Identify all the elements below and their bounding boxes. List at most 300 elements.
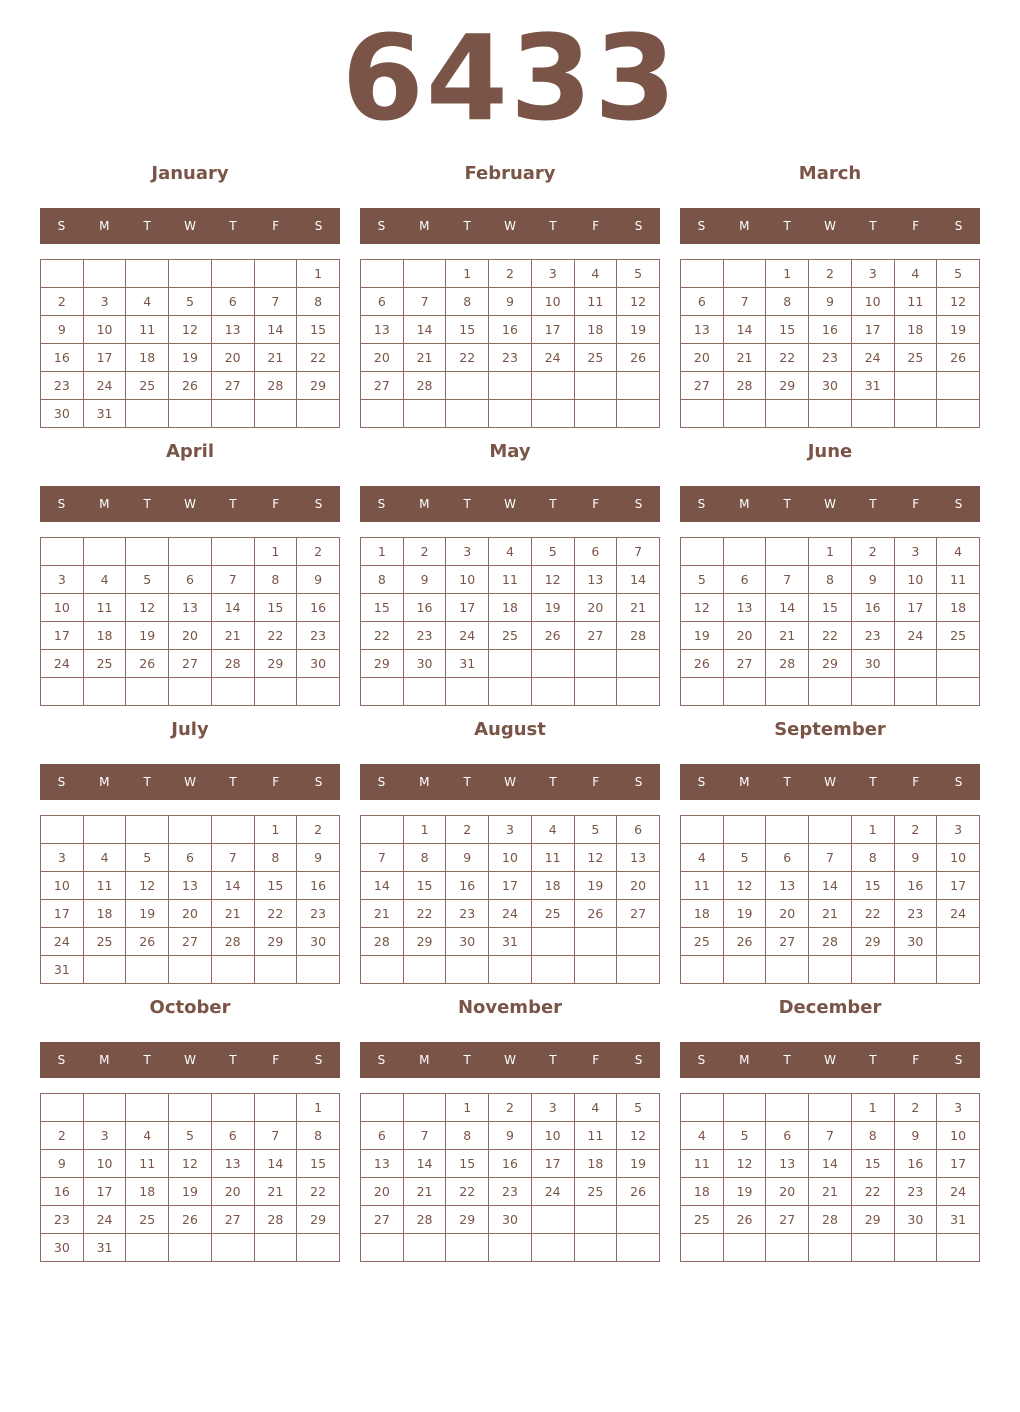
day-cell: 6 [361, 288, 404, 316]
day-cell [211, 1234, 254, 1262]
day-cell: 31 [83, 1234, 126, 1262]
day-cell: 2 [403, 538, 446, 566]
weekday-label: F [592, 1053, 600, 1067]
weekday-label: T [229, 497, 237, 511]
day-grid [40, 815, 340, 984]
day-cell: 21 [809, 1178, 852, 1206]
weekday-label: M [739, 775, 750, 789]
day-cell: 4 [489, 538, 532, 566]
day-cell: 7 [403, 288, 446, 316]
week-row [681, 900, 980, 928]
day-cell: 7 [211, 844, 254, 872]
day-cell: 21 [766, 622, 809, 650]
weekday-label: T [143, 219, 151, 233]
day-cell: 15 [297, 1150, 340, 1178]
day-cell: 6 [723, 566, 766, 594]
day-cell [211, 1094, 254, 1122]
day-cell: 18 [126, 344, 169, 372]
day-cell: 31 [83, 400, 126, 428]
day-cell: 29 [766, 372, 809, 400]
week-row [41, 956, 340, 984]
day-cell: 29 [851, 928, 894, 956]
weekday-label: S [57, 219, 66, 233]
day-cell [766, 1234, 809, 1262]
day-cell: 11 [574, 288, 617, 316]
week-row [681, 844, 980, 872]
week-row [681, 956, 980, 984]
week-row [41, 260, 340, 288]
weekday-label: W [824, 1053, 836, 1067]
day-cell [83, 538, 126, 566]
day-grid [360, 259, 660, 428]
weekday-header [360, 208, 660, 244]
day-cell [83, 260, 126, 288]
day-cell: 7 [361, 844, 404, 872]
day-cell: 22 [297, 1178, 340, 1206]
day-cell [211, 400, 254, 428]
week-row [41, 1206, 340, 1234]
day-cell: 13 [169, 594, 212, 622]
day-cell: 30 [41, 1234, 84, 1262]
weekday-label: S [697, 497, 706, 511]
weekday-label: M [739, 497, 750, 511]
day-cell: 9 [297, 844, 340, 872]
day-cell: 5 [531, 538, 574, 566]
day-cell: 23 [809, 344, 852, 372]
day-cell [766, 956, 809, 984]
day-cell: 22 [297, 344, 340, 372]
day-cell: 24 [83, 1206, 126, 1234]
day-cell [766, 816, 809, 844]
day-cell: 24 [531, 344, 574, 372]
weekday-label: S [954, 1053, 963, 1067]
day-cell [681, 538, 724, 566]
day-cell: 7 [254, 288, 297, 316]
day-cell: 1 [809, 538, 852, 566]
day-cell: 9 [41, 316, 84, 344]
day-cell: 21 [617, 594, 660, 622]
weekday-label: M [739, 219, 750, 233]
day-cell: 24 [894, 622, 937, 650]
day-cell: 26 [617, 344, 660, 372]
day-cell [297, 678, 340, 706]
day-cell: 28 [254, 1206, 297, 1234]
day-cell: 4 [574, 260, 617, 288]
day-cell: 29 [297, 1206, 340, 1234]
day-cell: 23 [41, 372, 84, 400]
day-cell: 3 [83, 288, 126, 316]
weekday-label: T [549, 1053, 557, 1067]
day-cell: 22 [809, 622, 852, 650]
week-row [361, 1178, 660, 1206]
day-cell [937, 400, 980, 428]
day-cell: 26 [574, 900, 617, 928]
weekday-label: F [592, 219, 600, 233]
day-cell: 22 [254, 622, 297, 650]
day-cell: 28 [617, 622, 660, 650]
day-cell [531, 650, 574, 678]
day-cell: 15 [403, 872, 446, 900]
day-cell: 11 [83, 594, 126, 622]
weekday-label: W [504, 219, 516, 233]
day-cell [766, 678, 809, 706]
day-cell: 16 [489, 1150, 532, 1178]
day-cell: 12 [937, 288, 980, 316]
day-cell: 5 [681, 566, 724, 594]
day-cell: 19 [617, 316, 660, 344]
day-cell: 8 [297, 288, 340, 316]
day-cell [446, 956, 489, 984]
day-cell [489, 400, 532, 428]
weekday-label: T [869, 1053, 877, 1067]
week-row [361, 872, 660, 900]
weekday-label: M [99, 1053, 110, 1067]
day-cell: 11 [531, 844, 574, 872]
day-cell: 8 [446, 288, 489, 316]
day-cell [766, 400, 809, 428]
day-cell [169, 816, 212, 844]
month-name: September [774, 719, 886, 740]
week-row [681, 538, 980, 566]
day-cell: 11 [126, 1150, 169, 1178]
day-cell [361, 678, 404, 706]
day-cell: 9 [41, 1150, 84, 1178]
day-cell: 17 [446, 594, 489, 622]
day-cell [723, 678, 766, 706]
weekday-label: F [272, 775, 280, 789]
day-cell [723, 260, 766, 288]
day-cell: 11 [126, 316, 169, 344]
day-cell [617, 678, 660, 706]
day-cell [937, 650, 980, 678]
day-cell [489, 956, 532, 984]
day-cell [766, 538, 809, 566]
day-cell: 2 [894, 816, 937, 844]
day-cell: 21 [254, 344, 297, 372]
week-row [41, 288, 340, 316]
day-cell: 15 [851, 1150, 894, 1178]
week-row [41, 1122, 340, 1150]
weekday-label: M [99, 775, 110, 789]
weekday-label: T [549, 219, 557, 233]
week-row [361, 566, 660, 594]
day-cell [254, 678, 297, 706]
day-cell: 5 [723, 844, 766, 872]
day-cell: 11 [681, 872, 724, 900]
day-cell: 9 [894, 1122, 937, 1150]
day-cell: 4 [126, 1122, 169, 1150]
day-cell: 30 [894, 928, 937, 956]
weekday-label: F [912, 1053, 920, 1067]
day-cell [809, 400, 852, 428]
week-row [41, 316, 340, 344]
day-cell: 13 [211, 1150, 254, 1178]
weekday-header [680, 1042, 980, 1078]
weekday-label: T [229, 775, 237, 789]
week-row [681, 872, 980, 900]
day-cell: 25 [681, 928, 724, 956]
day-cell: 13 [574, 566, 617, 594]
day-cell: 28 [211, 650, 254, 678]
day-cell: 18 [894, 316, 937, 344]
day-cell: 1 [297, 260, 340, 288]
day-cell: 1 [851, 1094, 894, 1122]
day-cell: 17 [83, 1178, 126, 1206]
day-cell: 22 [851, 1178, 894, 1206]
week-row [361, 538, 660, 566]
day-cell: 11 [937, 566, 980, 594]
day-cell: 17 [531, 1150, 574, 1178]
month-name: June [807, 441, 853, 462]
day-cell: 20 [169, 622, 212, 650]
day-cell: 16 [403, 594, 446, 622]
day-cell [894, 372, 937, 400]
day-cell: 25 [489, 622, 532, 650]
week-row [361, 844, 660, 872]
day-cell [574, 372, 617, 400]
day-cell [851, 678, 894, 706]
day-cell [297, 400, 340, 428]
weekday-label: M [99, 497, 110, 511]
day-cell: 15 [446, 1150, 489, 1178]
day-cell: 2 [41, 288, 84, 316]
day-cell [211, 956, 254, 984]
day-cell: 25 [531, 900, 574, 928]
day-cell: 4 [894, 260, 937, 288]
week-row [361, 372, 660, 400]
day-cell: 13 [766, 872, 809, 900]
day-cell: 5 [169, 1122, 212, 1150]
day-cell: 26 [126, 650, 169, 678]
day-cell [254, 1234, 297, 1262]
day-cell: 20 [766, 900, 809, 928]
week-row [361, 1206, 660, 1234]
day-cell: 8 [254, 844, 297, 872]
day-cell: 4 [83, 566, 126, 594]
day-cell: 30 [41, 400, 84, 428]
day-cell: 10 [531, 288, 574, 316]
day-cell: 10 [41, 872, 84, 900]
day-cell: 3 [41, 844, 84, 872]
day-cell: 3 [41, 566, 84, 594]
day-cell: 1 [766, 260, 809, 288]
weekday-label: T [783, 219, 791, 233]
weekday-label: W [504, 1053, 516, 1067]
weekday-label: S [697, 1053, 706, 1067]
day-cell: 10 [851, 288, 894, 316]
weekday-label: S [314, 497, 323, 511]
day-cell [254, 260, 297, 288]
week-row [41, 678, 340, 706]
day-cell: 19 [617, 1150, 660, 1178]
day-grid [680, 537, 980, 706]
day-cell [574, 400, 617, 428]
day-cell: 18 [489, 594, 532, 622]
day-cell: 12 [617, 288, 660, 316]
weekday-label: W [824, 775, 836, 789]
day-cell: 18 [681, 900, 724, 928]
day-cell: 7 [723, 288, 766, 316]
day-cell [723, 956, 766, 984]
day-grid [680, 259, 980, 428]
week-row [681, 650, 980, 678]
weekday-label: S [57, 497, 66, 511]
month-name: February [464, 163, 556, 184]
day-cell: 26 [617, 1178, 660, 1206]
day-cell: 17 [937, 1150, 980, 1178]
day-cell [723, 538, 766, 566]
week-row [361, 1094, 660, 1122]
day-cell: 20 [617, 872, 660, 900]
day-cell [169, 260, 212, 288]
weekday-label: F [912, 775, 920, 789]
day-cell: 30 [446, 928, 489, 956]
weekday-label: S [634, 1053, 643, 1067]
day-cell: 14 [211, 872, 254, 900]
weekday-label: T [783, 497, 791, 511]
day-cell [617, 1234, 660, 1262]
day-cell [809, 956, 852, 984]
day-cell: 22 [254, 900, 297, 928]
week-row [41, 400, 340, 428]
day-cell: 14 [254, 1150, 297, 1178]
week-row [681, 678, 980, 706]
day-cell [617, 650, 660, 678]
day-cell: 4 [574, 1094, 617, 1122]
week-row [41, 594, 340, 622]
day-cell: 27 [766, 928, 809, 956]
day-cell: 24 [851, 344, 894, 372]
day-cell: 15 [361, 594, 404, 622]
weekday-label: S [377, 497, 386, 511]
day-cell: 12 [531, 566, 574, 594]
weekday-label: T [143, 497, 151, 511]
day-grid [360, 537, 660, 706]
day-cell: 12 [723, 872, 766, 900]
day-cell [681, 678, 724, 706]
day-cell [41, 1094, 84, 1122]
weekday-label: T [869, 775, 877, 789]
day-cell: 12 [723, 1150, 766, 1178]
day-cell: 7 [809, 1122, 852, 1150]
day-cell: 17 [894, 594, 937, 622]
day-cell: 21 [211, 900, 254, 928]
day-cell [254, 956, 297, 984]
day-cell: 25 [574, 1178, 617, 1206]
week-row [41, 566, 340, 594]
week-row [41, 1234, 340, 1262]
day-cell: 21 [403, 344, 446, 372]
day-cell [681, 956, 724, 984]
weekday-label: F [912, 497, 920, 511]
weekday-label: T [549, 497, 557, 511]
day-cell: 16 [489, 316, 532, 344]
day-cell: 26 [937, 344, 980, 372]
day-cell: 31 [851, 372, 894, 400]
day-cell: 19 [681, 622, 724, 650]
day-cell [446, 400, 489, 428]
day-cell: 1 [851, 816, 894, 844]
weekday-label: S [314, 219, 323, 233]
day-cell [446, 1234, 489, 1262]
day-cell: 20 [361, 1178, 404, 1206]
day-cell: 18 [681, 1178, 724, 1206]
day-cell: 3 [937, 816, 980, 844]
day-cell: 14 [766, 594, 809, 622]
day-cell: 19 [169, 1178, 212, 1206]
day-grid [680, 1093, 980, 1262]
day-cell [937, 372, 980, 400]
day-cell [937, 928, 980, 956]
day-cell [297, 1234, 340, 1262]
day-cell: 18 [83, 900, 126, 928]
weekday-label: M [419, 497, 430, 511]
weekday-label: T [143, 1053, 151, 1067]
weekday-label: S [377, 775, 386, 789]
day-cell [681, 400, 724, 428]
week-row [681, 316, 980, 344]
day-cell [126, 1234, 169, 1262]
day-cell [809, 678, 852, 706]
day-cell: 21 [361, 900, 404, 928]
day-cell: 22 [446, 344, 489, 372]
week-row [681, 566, 980, 594]
weekday-label: S [697, 219, 706, 233]
week-row [361, 816, 660, 844]
day-cell: 9 [894, 844, 937, 872]
day-cell: 21 [809, 900, 852, 928]
day-cell [489, 650, 532, 678]
weekday-label: T [463, 775, 471, 789]
month-june [680, 439, 980, 709]
weekday-label: M [99, 219, 110, 233]
weekday-label: S [954, 775, 963, 789]
day-cell: 23 [297, 622, 340, 650]
day-cell [937, 956, 980, 984]
month-name: March [798, 163, 862, 184]
day-cell [254, 400, 297, 428]
day-cell: 6 [766, 844, 809, 872]
day-cell: 31 [41, 956, 84, 984]
week-row [361, 594, 660, 622]
weekday-label: F [272, 1053, 280, 1067]
day-cell: 9 [297, 566, 340, 594]
day-cell: 29 [809, 650, 852, 678]
day-cell [403, 400, 446, 428]
day-cell: 28 [809, 928, 852, 956]
week-row [361, 1150, 660, 1178]
day-cell: 16 [297, 594, 340, 622]
weekday-label: F [912, 219, 920, 233]
day-cell: 18 [126, 1178, 169, 1206]
day-cell: 17 [851, 316, 894, 344]
day-cell [574, 928, 617, 956]
day-cell: 27 [169, 928, 212, 956]
weekday-label: T [783, 1053, 791, 1067]
day-cell [126, 956, 169, 984]
day-cell: 11 [681, 1150, 724, 1178]
weekday-label: T [463, 219, 471, 233]
day-cell [403, 1234, 446, 1262]
day-cell [403, 1094, 446, 1122]
weekday-header [360, 1042, 660, 1078]
week-row [41, 622, 340, 650]
weekday-header [40, 208, 340, 244]
day-cell: 20 [766, 1178, 809, 1206]
week-row [361, 260, 660, 288]
day-cell: 2 [851, 538, 894, 566]
day-cell [531, 928, 574, 956]
